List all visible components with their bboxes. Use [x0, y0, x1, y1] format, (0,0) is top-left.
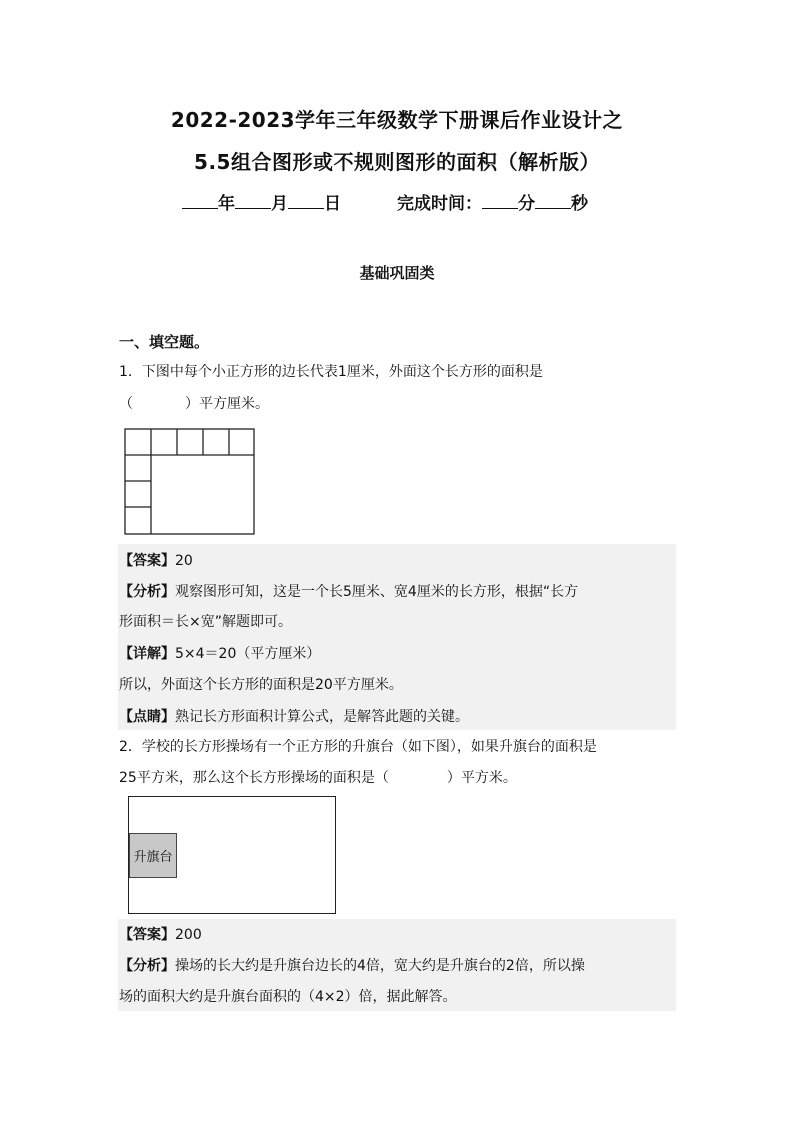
q1-analysis-line2: 形面积＝长×宽”解题即可。: [119, 614, 292, 630]
q1-answer-line: [119, 551, 193, 571]
date-time-line: [182, 189, 588, 214]
q2-text-line2: 25平方米，那么这个长方形操场的面积是（ ）平方米。: [119, 770, 517, 786]
second-blank[interactable]: [535, 194, 571, 209]
second-label: 秒: [571, 194, 588, 214]
flag-platform: [129, 833, 177, 878]
flag-platform-label: 升旗台: [133, 850, 173, 865]
month-label: 月: [271, 194, 288, 214]
q1-text-line2: [119, 394, 269, 414]
analysis-tag: 【分析】: [119, 584, 175, 600]
q2-playground-figure: [128, 796, 336, 914]
answer-tag: 【答案】: [119, 553, 175, 569]
detail-tag: 【详解】: [119, 646, 175, 662]
q1-paren-close: ）平方厘米。: [185, 396, 269, 412]
month-blank[interactable]: [235, 194, 271, 209]
section-title: 一、填空题。: [119, 333, 210, 351]
analysis-tag: 【分析】: [119, 958, 175, 974]
year-label: 年: [218, 194, 235, 214]
q2-answer-line: [119, 925, 202, 945]
q1-answer-value: 20: [175, 553, 193, 569]
q1-grid-figure: [124, 428, 256, 536]
q1-analysis-line1: 【分析】观察图形可知，这是一个长5厘米、宽4厘米的长方形，根据“长方: [119, 584, 579, 600]
category-heading: 基础巩固类: [359, 264, 435, 282]
day-blank[interactable]: [288, 194, 324, 209]
minute-label: 分: [518, 194, 535, 214]
document-title-line1: 2022-2023学年三年级数学下册课后作业设计之: [170, 108, 624, 132]
q1-detail-line: 【详解】5×4＝20（平方厘米）: [119, 646, 321, 662]
time-label: 完成时间：: [397, 194, 482, 214]
q1-point-line: 【点睛】熟记长方形面积计算公式，是解答此题的关键。: [119, 709, 469, 725]
q1-detail-line2: 所以，外面这个长方形的面积是20平方厘米。: [119, 677, 403, 693]
document-title-line2: 5.5组合图形或不规则图形的面积（解析版）: [194, 150, 600, 174]
q1-text-line1: 1．下图中每个小正方形的边长代表1厘米，外面这个长方形的面积是: [119, 364, 543, 380]
answer-tag: 【答案】: [119, 927, 175, 943]
q2-answer-value: 200: [175, 927, 202, 943]
q2-text-line1: 2．学校的长方形操场有一个正方形的升旗台（如下图），如果升旗台的面积是: [119, 739, 597, 755]
point-tag: 【点睛】: [119, 709, 175, 725]
day-label: 日: [324, 194, 341, 214]
q2-analysis-line1: 【分析】操场的长大约是升旗台边长的4倍，宽大约是升旗台的2倍，所以操: [119, 958, 585, 974]
minute-blank[interactable]: [482, 194, 518, 209]
year-blank[interactable]: [182, 194, 218, 209]
q1-paren-open: （: [119, 396, 133, 412]
q2-analysis-line2: 场的面积大约是升旗台面积的（4×2）倍，据此解答。: [119, 989, 457, 1005]
q1-solution-panel: [118, 544, 676, 730]
